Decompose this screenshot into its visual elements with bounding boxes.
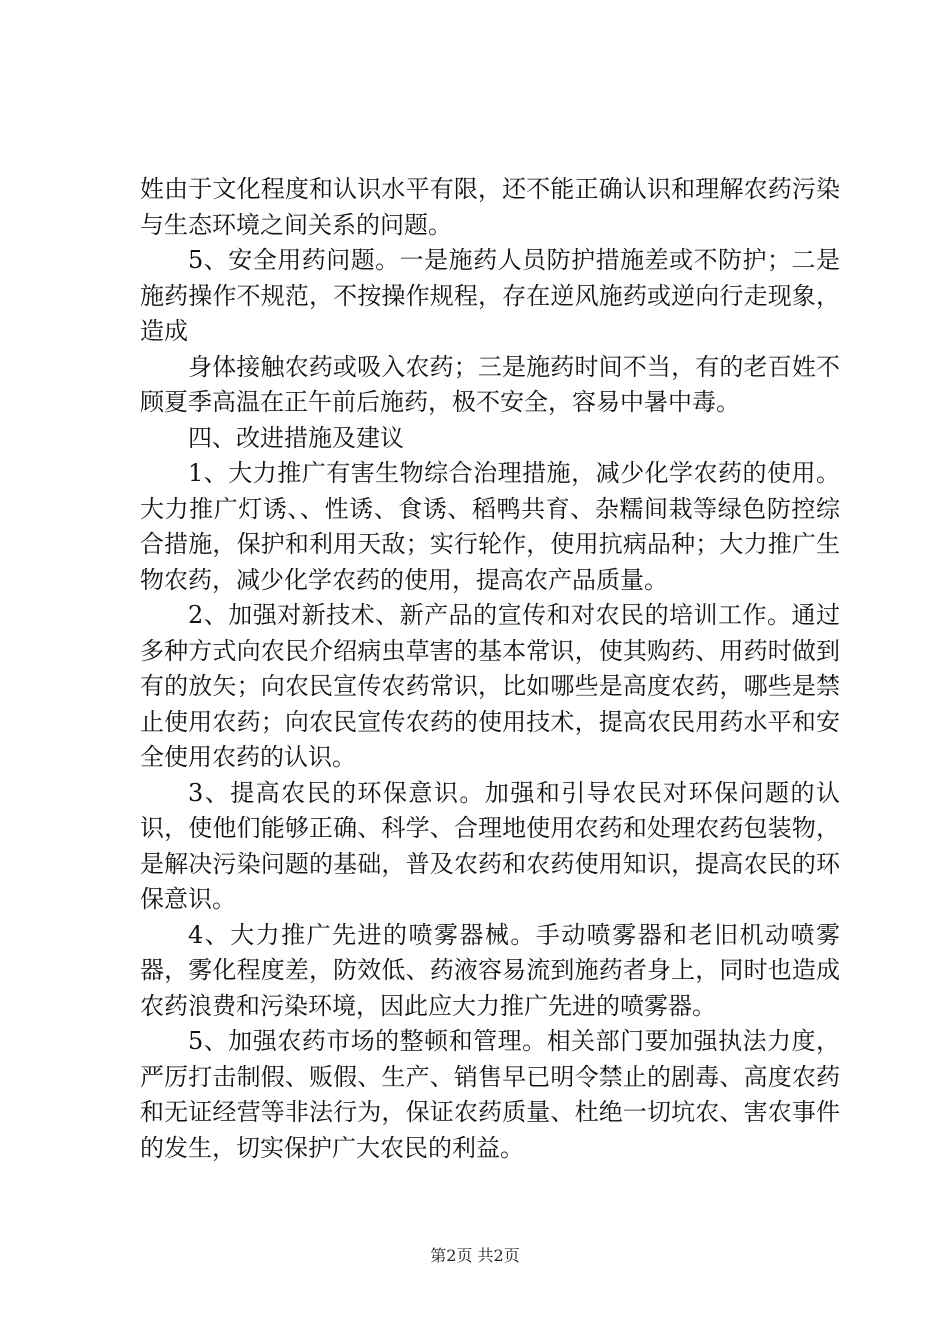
paragraph-measure-4: 4、大力推广先进的喷雾器械。手动喷雾器和老旧机动喷雾器，雾化程度差，防效低、药液容易流到施药者身上，同时也造成农药浪费和污染环境，因此应大力推广先进的喷雾器。 bbox=[140, 920, 840, 1020]
paragraph-safety-issue: 5、安全用药问题。一是施药人员防护措施差或不防护；二是施药操作不规范，不按操作规程，存在逆风施药或逆向行走现象，造成 bbox=[140, 246, 840, 345]
document-body bbox=[140, 172, 840, 1166]
paragraph-measure-5: 5、加强农药市场的整顿和管理。相关部门要加强执法力度，严厉打击制假、贩假、生产、销售早已明令禁止的剧毒、高度农药和无证经营等非法行为，保证农药质量、杜绝一切坑农、害农事件的发生，切实保护广大农民的利益。 bbox=[140, 1027, 840, 1162]
section-heading-improvements: 四、改进措施及建议 bbox=[188, 423, 404, 452]
paragraph-measure-1: 1、大力推广有害生物综合治理措施，减少化学农药的使用。大力推广灯诱、、性诱、食诱、稻鸭共育、杂糯间栽等绿色防控综合措施，保护和利用天敌；实行轮作，使用抗病品种；大力推广生物农药，减少化学农药的使用，提高农产品质量。 bbox=[140, 459, 840, 594]
paragraph-measure-3: 3、提高农民的环保意识。加强和引导农民对环保问题的认识，使他们能够正确、科学、合理地使用农药和处理农药包装物，是解决污染问题的基础，普及农药和农药使用知识，提高农民的环保意识。 bbox=[140, 778, 840, 913]
page-footer: 第2页 共2页 bbox=[430, 1246, 520, 1265]
paragraph-continuation: 姓由于文化程度和认识水平有限，还不能正确认识和理解农药污染与生态环境之间关系的问题。 bbox=[140, 175, 840, 239]
paragraph-safety-issue-cont: 身体接触农药或吸入农药；三是施药时间不当，有的老百姓不顾夏季高温在正午前后施药，极不安全，容易中暑中毒。 bbox=[140, 352, 840, 416]
paragraph-measure-2: 2、加强对新技术、新产品的宣传和对农民的培训工作。通过多种方式向农民介绍病虫草害的基本常识，使其购药、用药时做到有的放矢；向农民宣传农药常识，比如哪些是高度农药，哪些是禁止使用农药；向农民宣传农药的使用技术，提高农民用药水平和安全使用农药的认识。 bbox=[140, 601, 840, 771]
